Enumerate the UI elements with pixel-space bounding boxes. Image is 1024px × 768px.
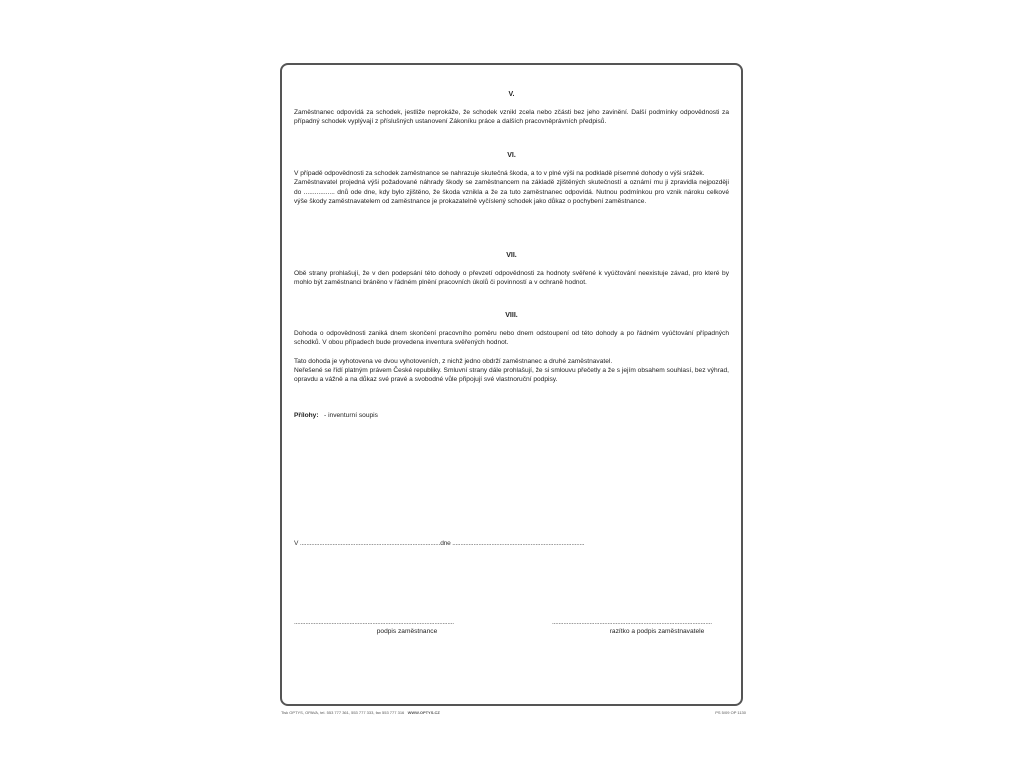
- section-text: Neřešené se řídí platným právem České republiky. Smluvní strany dále prohlašují, že si smlouvu přečetly a že s jejím obsahem souhlasí, bez výhrad, opravdu a vážně a na důkaz své pravé a svobodné vůle připojují své vlastnoruční podpisy.: [294, 366, 729, 384]
- section-viii: [294, 311, 729, 384]
- date-label: dne: [440, 540, 451, 547]
- section-text: V případě odpovědnosti za schodek zaměstnance se nahrazuje skutečná škoda, a to v plné výši na podkladě písemné dohody o výši srážek.: [294, 170, 705, 178]
- section-text: Obě strany prohlašují, že v den podepsání této dohody o převzetí odpovědnosti za hodnoty svěřené k vyúčtování neexistuje závad, pro které by mohlo být zaměstnanci bráněno v řádném plnění pracovních úkolů či povinností a v ochraně hodnot.: [294, 270, 729, 287]
- attachments: [294, 411, 729, 420]
- footer-right: PS 5/09 OP 1130: [715, 710, 746, 715]
- employer-sign-line: ..................................................................................................: [552, 619, 712, 626]
- section-vii: [294, 251, 729, 288]
- employer-signature-label: razítko a podpis zaměstnavatele: [609, 628, 705, 635]
- section-text: Zaměstnanec odpovídá za schodek, jestliže neprokáže, že schodek vznikl zcela nebo zčásti bez jeho zavinění. Další podmínky odpovědnosti za případný schodek vyplývají z příslušných ustanovení Zákoníku práce a dalších pracovněprávních předpisů.: [294, 109, 729, 126]
- footer-brand: WWW.OPTYS.CZ: [407, 710, 440, 715]
- footer-left: Tisk OPTYS, OPAVA, tel. 553 777 361, 553 777 333, fax 553 777 316: [281, 710, 405, 715]
- place-date-line: V ......................................................................................dne .................................................................................: [294, 540, 585, 547]
- place-label: V: [294, 540, 299, 547]
- section-heading: V.: [508, 91, 515, 98]
- document-page: [280, 63, 743, 706]
- footer: [281, 710, 746, 715]
- section-v: [294, 90, 729, 127]
- employee-signature-label: podpis zaměstnance: [376, 628, 438, 635]
- attachments-label: Přílohy:: [294, 412, 319, 419]
- section-text: Tato dohoda je vyhotovena ve dvou vyhotoveních, z nichž jedno obdrží zaměstnanec a druhé zaměstnavatel.: [294, 357, 613, 365]
- section-heading: VIII.: [505, 312, 518, 319]
- section-vi: [294, 151, 729, 206]
- employee-sign-line: ..................................................................................................: [294, 619, 454, 626]
- section-heading: VI.: [507, 152, 516, 159]
- attachments-item: - inventurní soupis: [324, 412, 378, 419]
- section-text: Dohoda o odpovědnosti zaniká dnem skončení pracovního poměru nebo dnem odstoupení od této dohody a po řádném vyúčtování případných schodků. V obou případech bude provedena inventura svěřených hodnot.: [294, 330, 729, 347]
- section-text: Zaměstnavatel projedná výši požadované náhrady škody se zaměstnancem na základě zjištěných skutečností a oznámí mu ji zpravidla nejpozději do ................. dnů ode dne, kdy bylo zjištěno, že škoda vznikla a že za tuto zaměstnanec odpovídá. Nutnou podmínkou pro vznik nároku celkové výše škody zaměstnavatelem od zaměstnance je prokazatelně vyčíslený schodek jako důkaz o pochybení zaměstnance.: [294, 179, 729, 205]
- section-heading: VII.: [506, 252, 517, 259]
